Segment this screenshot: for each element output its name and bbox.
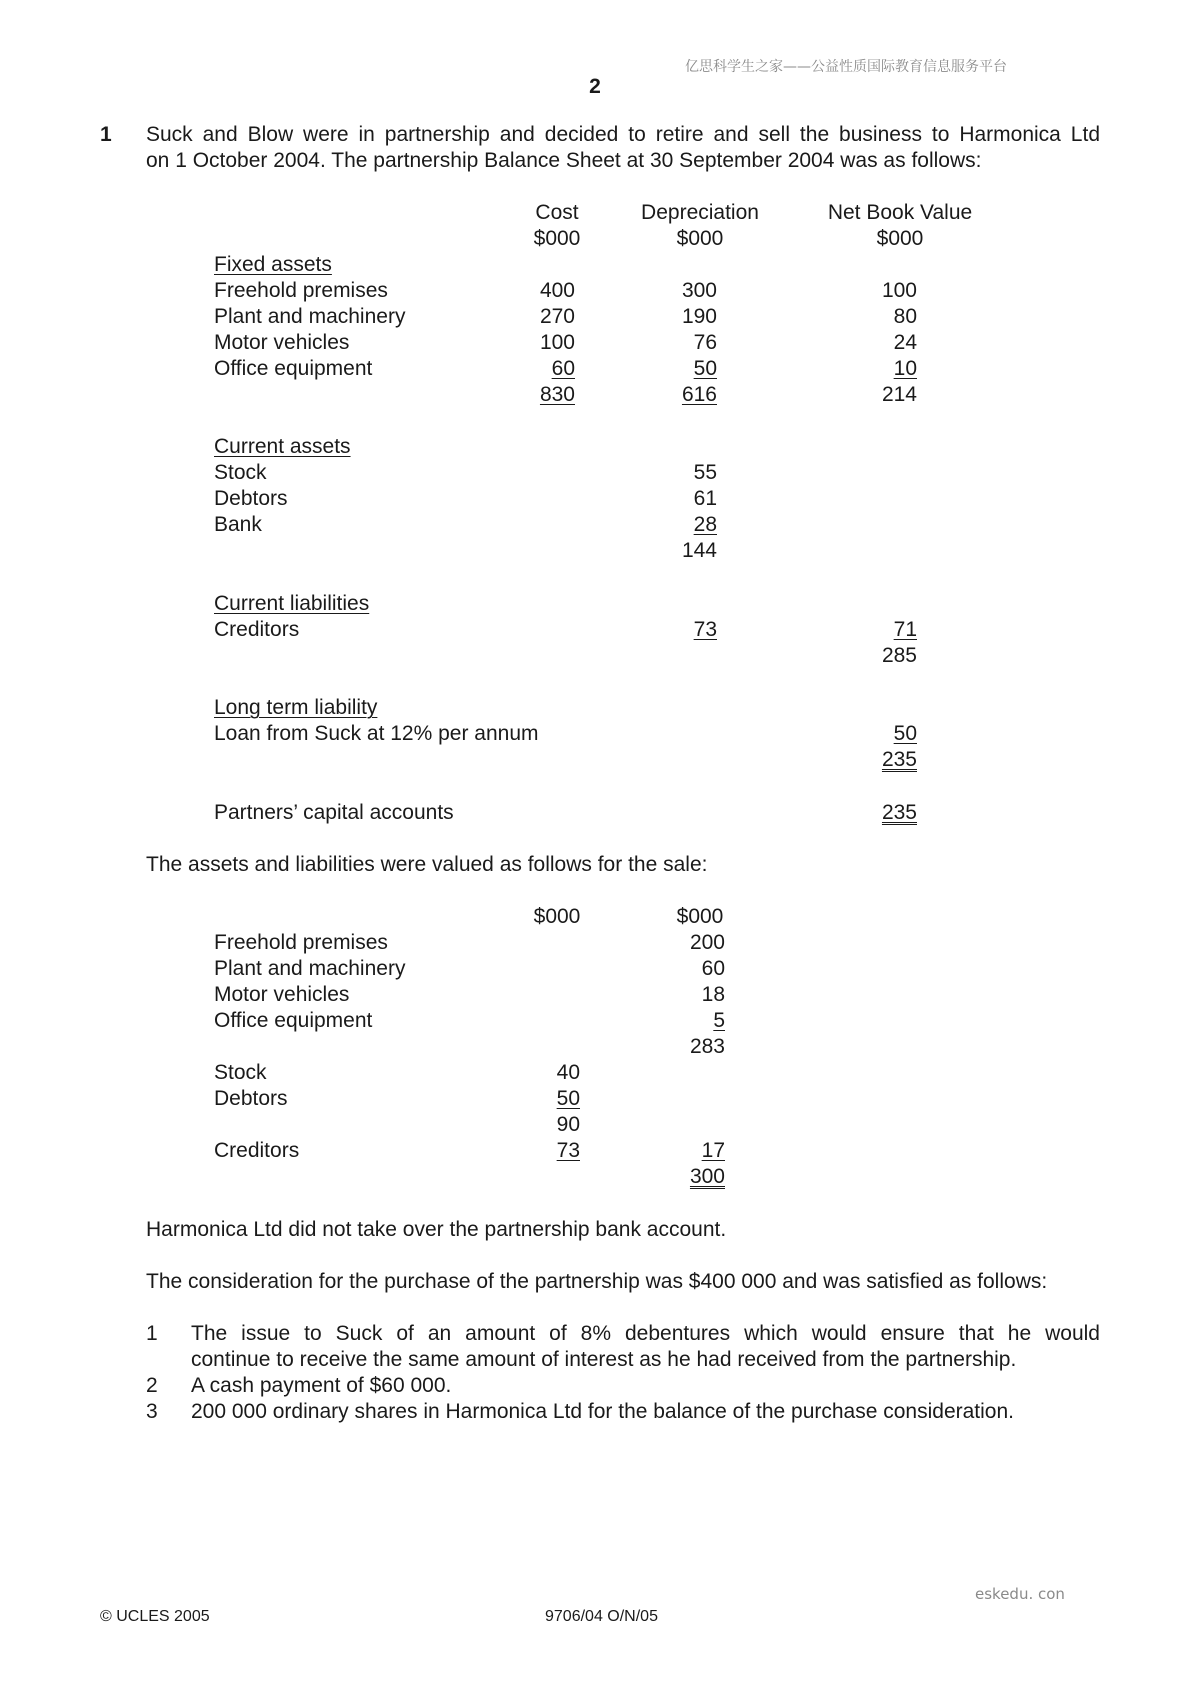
header-watermark: 亿思科学生之家——公益性质国际教育信息服务平台 bbox=[685, 59, 1007, 75]
val-fixed-value: 200 bbox=[689, 931, 725, 954]
ca-value: 61 bbox=[693, 487, 717, 510]
footer-code: 9706/04 O/N/05 bbox=[545, 1608, 658, 1625]
fixed-assets-heading: Fixed assets bbox=[214, 253, 332, 276]
consideration-text: The consideration for the purchase of the partnership was $400 000 and was satisfied as follows: bbox=[146, 1270, 1048, 1293]
fa-total-cost: 830 bbox=[539, 383, 575, 406]
val-debtors-label: Debtors bbox=[214, 1087, 288, 1110]
ca-total: 144 bbox=[681, 539, 717, 562]
long-term-heading: Long term liability bbox=[214, 696, 378, 719]
fa-nbv: 24 bbox=[893, 331, 917, 354]
capital-label: Partners’ capital accounts bbox=[214, 801, 454, 824]
fa-cost: 400 bbox=[539, 279, 575, 302]
val-stock-label: Stock bbox=[214, 1061, 267, 1084]
val-fixed-value: 60 bbox=[701, 957, 725, 980]
val-fixed-value: 5 bbox=[713, 1009, 725, 1032]
footer-copyright: © UCLES 2005 bbox=[100, 1608, 210, 1625]
list-item-text: A cash payment of $60 000. bbox=[191, 1374, 452, 1397]
cl-net: 71 bbox=[893, 618, 917, 641]
fa-label: Motor vehicles bbox=[214, 331, 350, 354]
bs-unit-depreciation: $000 bbox=[676, 227, 724, 250]
bs-unit-nbv: $000 bbox=[876, 227, 924, 250]
cl-subtotal: 285 bbox=[881, 644, 917, 667]
val-grand-total: 300 bbox=[689, 1165, 725, 1188]
val-current-total: 90 bbox=[556, 1113, 580, 1136]
question-intro-line1: Suck and Blow were in partnership and decided to retire and sell the business to Harmonica Ltd bbox=[146, 123, 1100, 146]
list-item-number: 3 bbox=[146, 1400, 158, 1423]
val-creditors: 73 bbox=[556, 1139, 580, 1162]
fa-nbv: 100 bbox=[881, 279, 917, 302]
fa-dep: 190 bbox=[681, 305, 717, 328]
fa-cost: 100 bbox=[539, 331, 575, 354]
fa-total-dep: 616 bbox=[681, 383, 717, 406]
current-liabilities-heading: Current liabilities bbox=[214, 592, 370, 615]
fa-label: Office equipment bbox=[214, 357, 373, 380]
bs-header-cost: Cost bbox=[535, 201, 579, 224]
val-fixed-value: 18 bbox=[701, 983, 725, 1006]
valuation-intro: The assets and liabilities were valued as follows for the sale: bbox=[146, 853, 708, 876]
lt-label: Loan from Suck at 12% per annum bbox=[214, 722, 539, 745]
fa-dep: 50 bbox=[693, 357, 717, 380]
list-item-number: 2 bbox=[146, 1374, 158, 1397]
cl-value: 73 bbox=[693, 618, 717, 641]
list-item-text: 200 000 ordinary shares in Harmonica Ltd for the balance of the purchase consideration. bbox=[191, 1400, 1014, 1423]
val-unit-col1: $000 bbox=[533, 905, 581, 928]
fa-nbv: 10 bbox=[893, 357, 917, 380]
question-number: 1 bbox=[100, 123, 112, 146]
val-fixed-label: Plant and machinery bbox=[214, 957, 406, 980]
ca-label: Stock bbox=[214, 461, 267, 484]
lt-value: 50 bbox=[893, 722, 917, 745]
val-debtors: 50 bbox=[556, 1087, 580, 1110]
fa-label: Plant and machinery bbox=[214, 305, 406, 328]
fa-label: Freehold premises bbox=[214, 279, 388, 302]
val-fixed-total: 283 bbox=[689, 1035, 725, 1058]
ca-value: 55 bbox=[693, 461, 717, 484]
bank-note: Harmonica Ltd did not take over the partnership bank account. bbox=[146, 1218, 727, 1241]
fa-dep: 76 bbox=[693, 331, 717, 354]
val-net-current: 17 bbox=[701, 1139, 725, 1162]
val-creditors-label: Creditors bbox=[214, 1139, 300, 1162]
capital-value: 235 bbox=[881, 801, 917, 824]
page-number: 2 bbox=[589, 75, 601, 98]
ca-label: Bank bbox=[214, 513, 262, 536]
lt-total: 235 bbox=[881, 748, 917, 771]
ca-label: Debtors bbox=[214, 487, 288, 510]
ca-value: 28 bbox=[693, 513, 717, 536]
fa-total-nbv: 214 bbox=[881, 383, 917, 406]
val-fixed-label: Motor vehicles bbox=[214, 983, 350, 1006]
val-stock: 40 bbox=[556, 1061, 580, 1084]
fa-nbv: 80 bbox=[893, 305, 917, 328]
bs-header-depreciation: Depreciation bbox=[641, 201, 759, 224]
list-item-text: The issue to Suck of an amount of 8% debentures which would ensure that he would bbox=[191, 1322, 1100, 1345]
fa-cost: 270 bbox=[539, 305, 575, 328]
fa-cost: 60 bbox=[551, 357, 575, 380]
list-item-number: 1 bbox=[146, 1322, 158, 1345]
bs-header-nbv: Net Book Value bbox=[827, 201, 973, 224]
val-unit-col2: $000 bbox=[676, 905, 724, 928]
question-intro-line2: on 1 October 2004. The partnership Balance Sheet at 30 September 2004 was as follows: bbox=[146, 149, 982, 172]
footer-watermark: eskedu. con bbox=[975, 1585, 1065, 1603]
list-item-text-cont: continue to receive the same amount of interest as he had received from the partnership. bbox=[191, 1348, 1017, 1371]
current-assets-heading: Current assets bbox=[214, 435, 351, 458]
cl-label: Creditors bbox=[214, 618, 300, 641]
val-fixed-label: Freehold premises bbox=[214, 931, 388, 954]
val-fixed-label: Office equipment bbox=[214, 1009, 373, 1032]
bs-unit-cost: $000 bbox=[533, 227, 581, 250]
fa-dep: 300 bbox=[681, 279, 717, 302]
